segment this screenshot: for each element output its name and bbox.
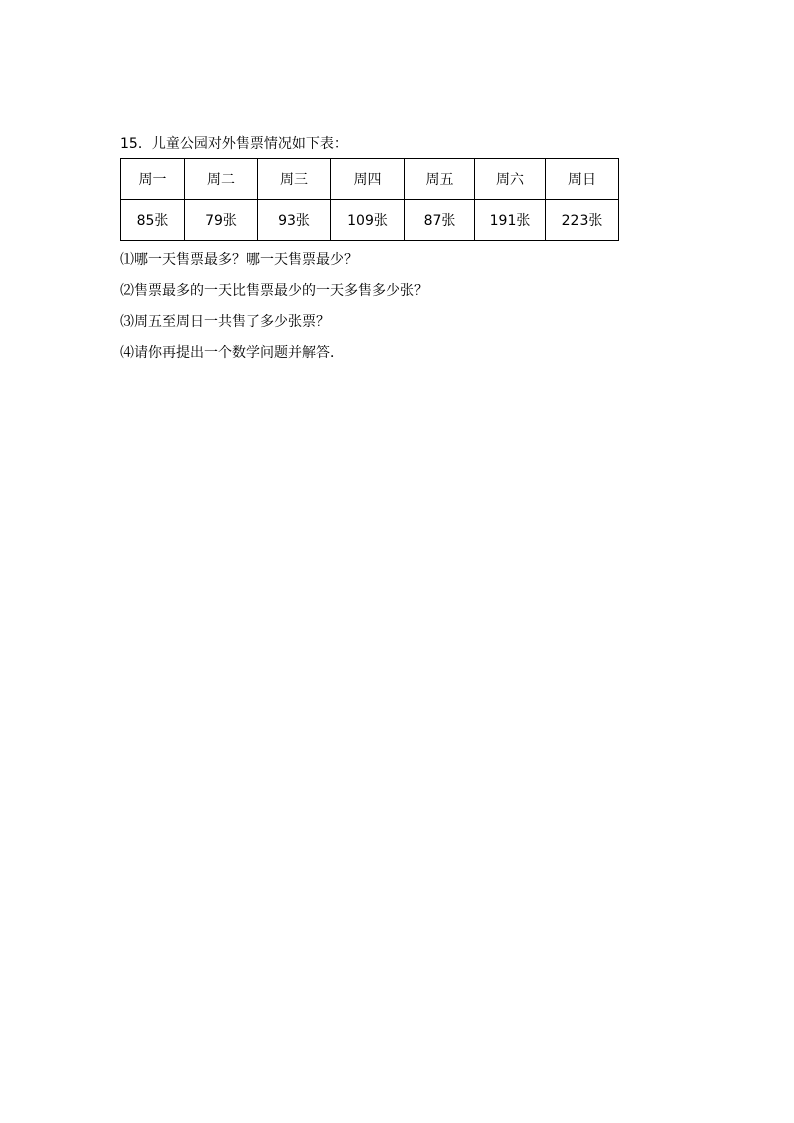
table-header-cell: 周一 <box>121 159 185 200</box>
question-list <box>120 250 428 374</box>
table-header-cell: 周二 <box>185 159 258 200</box>
question-2: ⑵售票最多的一天比售票最少的一天多售多少张？ <box>120 283 428 299</box>
table-cell: 191张 <box>475 200 546 241</box>
table-header-cell: 周六 <box>475 159 546 200</box>
table-cell: 85张 <box>121 200 185 241</box>
question-3: ⑶周五至周日一共售了多少张票？ <box>120 314 330 330</box>
table-header-cell: 周五 <box>405 159 475 200</box>
table-row <box>121 200 619 241</box>
table-cell: 87张 <box>405 200 475 241</box>
table-header-cell: 周日 <box>546 159 619 200</box>
table-cell: 109张 <box>331 200 405 241</box>
problem-title: 15．儿童公园对外售票情况如下表： <box>120 136 348 152</box>
table-cell: 93张 <box>258 200 331 241</box>
table-cell: 223张 <box>546 200 619 241</box>
question-1: ⑴哪一天售票最多？哪一天售票最少？ <box>120 252 358 268</box>
question-4: ⑷请你再提出一个数学问题并解答． <box>120 345 344 361</box>
table-cell: 79张 <box>185 200 258 241</box>
table-header-row <box>121 159 619 200</box>
ticket-sales-table <box>120 158 619 241</box>
table-header-cell: 周四 <box>331 159 405 200</box>
table-header-cell: 周三 <box>258 159 331 200</box>
